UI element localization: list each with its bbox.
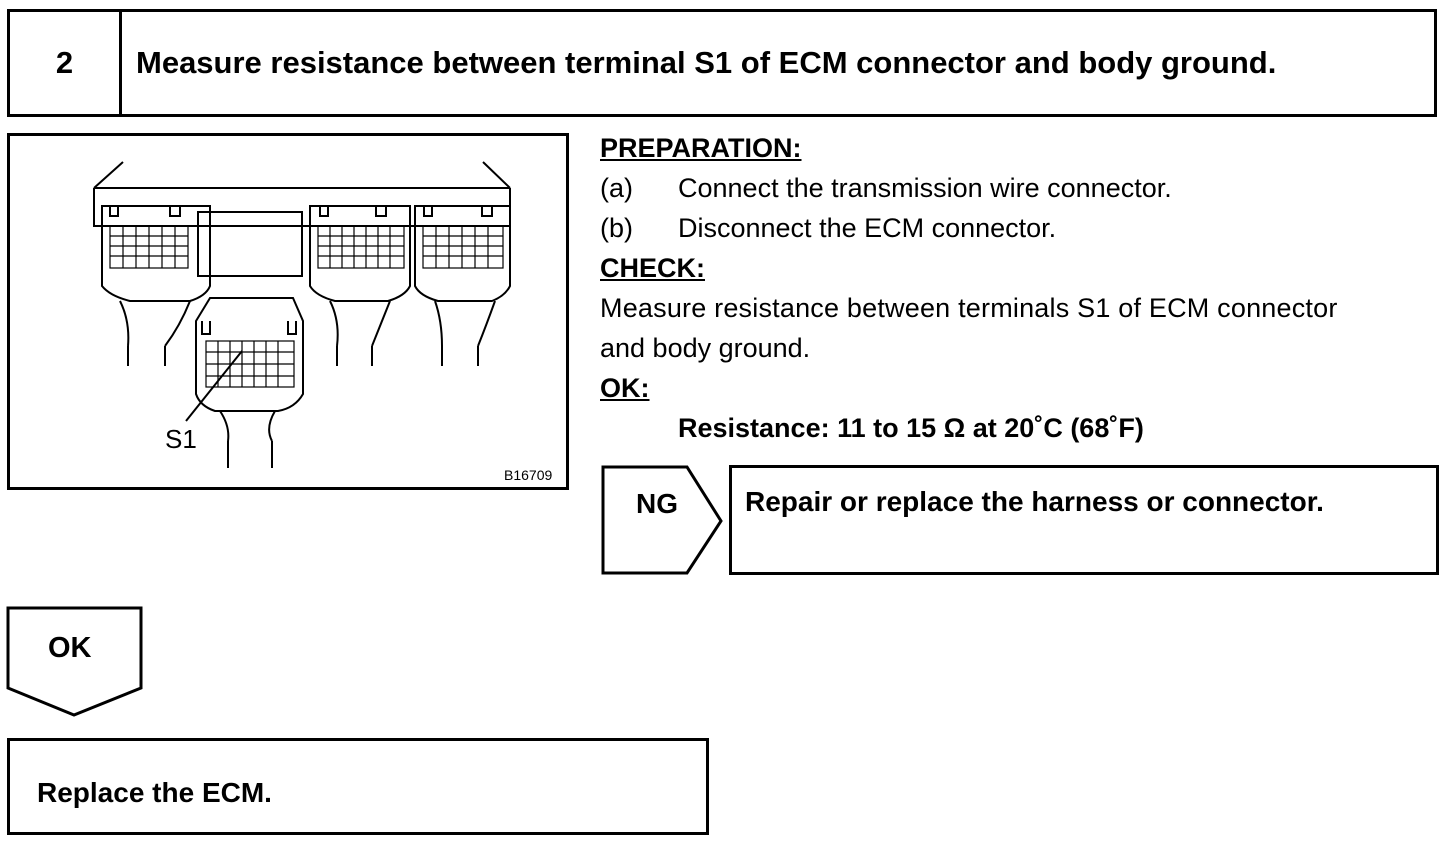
- terminal-grid-3: [423, 226, 503, 268]
- preparation-heading: PREPARATION:: [600, 133, 802, 163]
- ng-arrow-tag: [601, 465, 725, 577]
- figure-code: B16709: [504, 467, 553, 483]
- prep-step-b: [600, 208, 1442, 248]
- connector-illustration: [7, 133, 569, 490]
- step-title: Measure resistance between terminal S1 of ECM connector and body ground.: [136, 45, 1277, 80]
- prep-step-a: [600, 168, 1442, 208]
- ng-action-box: [729, 465, 1439, 575]
- step-number: 2: [10, 12, 122, 114]
- ok-action-text: Replace the ECM.: [37, 777, 272, 808]
- check-heading: CHECK:: [600, 253, 705, 283]
- prep-step-b-text: Disconnect the ECM connector.: [678, 213, 1057, 243]
- check-text-line2: and body ground.: [600, 333, 811, 363]
- resistance-spec: Resistance: 11 to 15 Ω at 20˚C (68˚F): [678, 413, 1144, 443]
- terminal-s1-label: S1: [165, 424, 197, 454]
- ng-action-text: Repair or replace the harness or connector.: [745, 486, 1324, 517]
- ecm-connector-drawing: [10, 136, 566, 487]
- check-text-line1: Measure resistance between terminals S1 of ECM connector: [600, 293, 1338, 323]
- ng-label: NG: [636, 488, 678, 519]
- ok-heading: OK:: [600, 373, 650, 403]
- prep-step-b-mark: (b): [600, 213, 633, 243]
- step-header: [7, 9, 1437, 117]
- terminal-grid-1: [110, 226, 188, 268]
- prep-step-a-text: Connect the transmission wire connector.: [678, 173, 1172, 203]
- ok-label: OK: [48, 632, 92, 664]
- prep-step-a-mark: (a): [600, 173, 633, 203]
- terminal-grid-2: [318, 226, 404, 268]
- ok-action-box: [7, 738, 709, 835]
